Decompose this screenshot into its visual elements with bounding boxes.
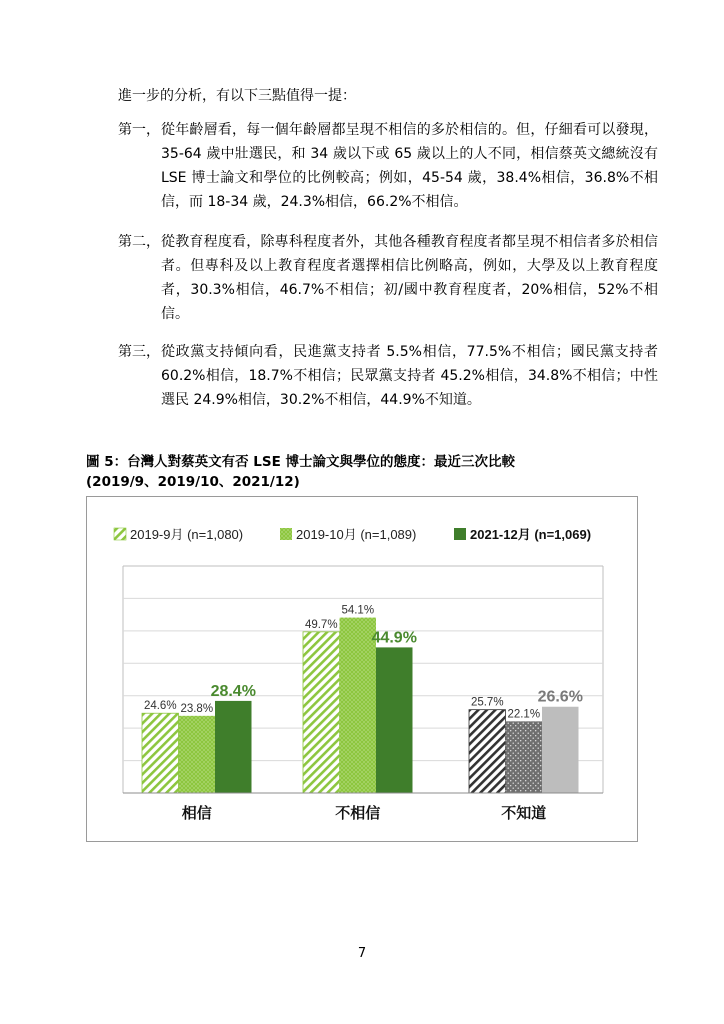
value-label-1-0: 49.7%: [304, 618, 338, 631]
bar-1-1: [340, 618, 377, 793]
category-labels: [182, 804, 547, 822]
legend-swatch-2019-10: [280, 528, 292, 540]
value-label-2-0: 25.7%: [470, 696, 504, 709]
intro-text: 進一步的分析，有以下三點值得一提：: [118, 88, 356, 104]
point-1-label: 第一，: [118, 122, 160, 138]
legend-swatch-2021-12: [454, 528, 466, 540]
bar-1-2: [376, 647, 413, 793]
legend-label-2021-12: 2021-12月 (n=1,069): [470, 527, 592, 542]
bar-chart: [87, 497, 637, 841]
bar-0-2: [215, 701, 252, 793]
value-label-2-2: 26.6%: [537, 688, 583, 706]
legend-label-2019-9: 2019-9月 (n=1,080): [130, 527, 244, 542]
value-label-2-1: 22.1%: [507, 708, 541, 721]
page-number: 7: [357, 946, 367, 961]
point-3-label: 第三，: [118, 344, 160, 360]
point-2-label: 第二，: [118, 234, 160, 250]
bar-2-0: [469, 710, 506, 793]
figure-subtitle: (2019/9、2019/10、2021/12): [86, 474, 300, 490]
value-label-1-1: 54.1%: [341, 604, 375, 617]
category-label-0: 相信: [181, 805, 212, 822]
bar-0-0: [142, 713, 179, 793]
point-3: [118, 340, 658, 412]
point-2: [118, 230, 658, 326]
value-label-0-1: 23.8%: [180, 702, 214, 715]
legend-swatch-2019-9: [114, 528, 126, 540]
bar-0-1: [179, 716, 216, 793]
chart-frame: [86, 496, 638, 842]
legend-label-2019-10: 2019-10月 (n=1,089): [296, 527, 417, 542]
bar-1-0: [303, 632, 340, 793]
value-label-0-0: 24.6%: [143, 700, 177, 713]
value-label-0-2: 28.4%: [210, 682, 256, 700]
bar-2-1: [506, 721, 543, 793]
bar-2-2: [542, 707, 579, 793]
figure-title: 圖 5：台灣人對蔡英文有否 LSE 博士論文與學位的態度：最近三次比較: [86, 454, 516, 470]
plot-area: [123, 566, 603, 822]
point-3-text: 從政黨支持傾向看，民進黨支持者 5.5%相信，77.5%不相信；國民黨支持者 60.2%相信，18.7%不相信；民眾黨支持者 45.2%相信，34.8%不相信；中性選民 24.9%相信，30.2%不相信，44.9%不知道。: [161, 344, 658, 408]
category-label-1: 不相信: [335, 805, 381, 822]
chart-legend: [114, 527, 591, 542]
point-1: [118, 118, 658, 214]
category-label-2: 不知道: [501, 805, 547, 822]
point-2-text: 從教育程度看，除專科程度者外，其他各種教育程度者都呈現不相信者多於相信者。但專科及以上教育程度者選擇相信比例略高，例如，大學及以上教育程度者，30.3%相信，46.7%不相信；初/國中教育程度者，20%相信，52%不相信。: [161, 234, 658, 322]
value-label-1-2: 44.9%: [371, 629, 417, 647]
point-1-text: 從年齡層看，每一個年齡層都呈現不相信的多於相信的。但，仔細看可以發現，35-64 歲中壯選民，和 34 歲以下或 65 歲以上的人不同，相信蔡英文總統沒有 LSE 博士論文和學位的比例較高；例如，45-54 歲，38.4%相信，36.8%不相信，而 18-34 歲，24.3%相信，66.2%不相信。: [161, 122, 658, 210]
